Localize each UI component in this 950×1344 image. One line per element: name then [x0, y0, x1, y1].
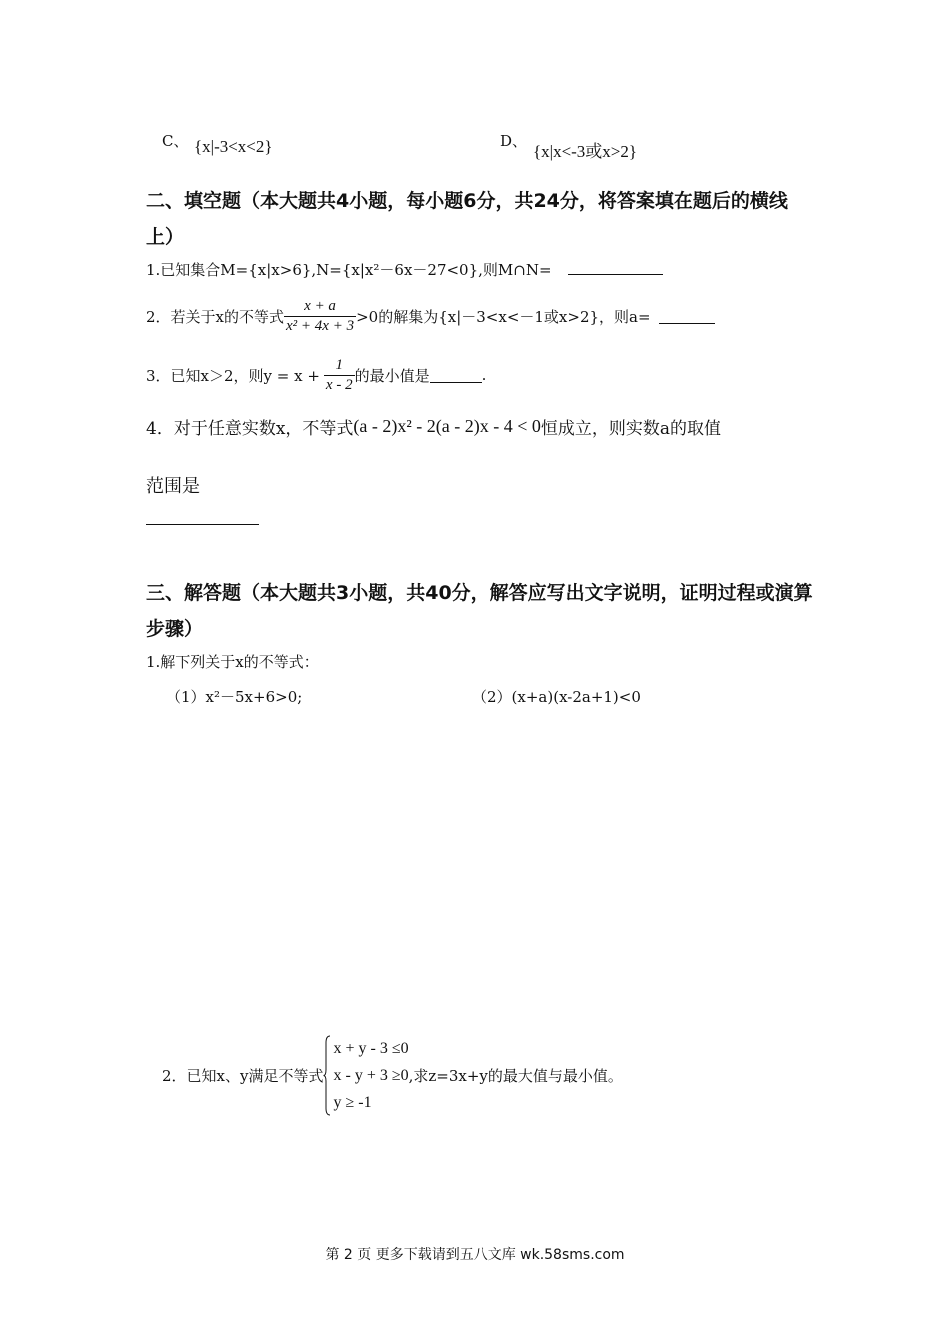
inequality-2: x - y + 3 ≥0 — [333, 1066, 409, 1084]
fill-question-1-text: 1.已知集合M={x|x>6},N={x|x²－6x－27<0},则M∩N= — [146, 261, 552, 279]
fill-question-3-suffix: 的最小值是 — [354, 366, 430, 385]
answer-blank-3[interactable] — [430, 382, 482, 383]
solve-question-1-part-1: （1）x²－5x+6>0; — [166, 688, 303, 706]
fill-question-3-prefix: 3．已知x＞2，则y = x + — [146, 366, 320, 385]
inequality-1: x + y - 3 ≤0 — [333, 1039, 409, 1057]
option-d-expression: {x|x<-3或x>2} — [533, 142, 638, 161]
answer-blank-2[interactable] — [659, 323, 715, 324]
answer-blank-1[interactable] — [568, 274, 663, 275]
inequality-system — [323, 1035, 408, 1116]
fill-question-3-fraction — [324, 357, 355, 394]
page-footer: 第 2 页 更多下载请到五八文库 wk.58sms.com — [325, 1247, 625, 1263]
solve-question-1: 1.解下列关于x的不等式： — [146, 653, 319, 671]
option-c-expression: {x|-3<x<2} — [194, 137, 273, 156]
fill-question-1 — [146, 259, 663, 280]
fill-question-2-prefix: 2．若关于x的不等式 — [146, 307, 285, 326]
solve-question-2-suffix: ,求z=3x+y的最大值与最小值。 — [408, 1066, 623, 1085]
fill-question-4 — [146, 414, 721, 439]
fill-question-4-prefix: 4．对于任意实数x，不等式 — [146, 419, 354, 439]
fill-question-3 — [146, 351, 486, 399]
inequality-3: y ≥ -1 — [333, 1093, 372, 1111]
fill-question-4-cont: 范围是 — [146, 476, 200, 497]
fraction-numerator: x + a — [284, 298, 356, 317]
solve-question-2 — [162, 1033, 623, 1117]
fill-question-4-suffix: 恒成立，则实数a的取值 — [540, 419, 722, 439]
section3-heading: 三、解答题（本大题共3小题，共40分，解答应写出文字说明，证明过程或演算 — [146, 582, 813, 604]
option-c-label: C、 — [162, 132, 189, 150]
left-brace-icon — [323, 1035, 331, 1116]
fill-question-3-end: . — [481, 366, 487, 384]
fill-question-2-suffix: >0的解集为{x|－3<x<－1或x>2}，则a= — [356, 307, 651, 326]
fraction-denominator: x - 2 — [325, 376, 353, 393]
fill-question-2 — [146, 291, 715, 341]
solve-question-1-part-2: （2）(x+a)(x-2a+1)<0 — [472, 688, 641, 706]
fraction-denominator: x² + 4x + 3 — [286, 317, 355, 334]
section3-heading-cont: 步骤） — [146, 618, 204, 640]
answer-blank-4[interactable] — [146, 524, 259, 525]
fraction-numerator: 1 — [324, 357, 355, 376]
fill-question-2-fraction — [284, 298, 356, 335]
solve-question-2-prefix: 2．已知x、y满足不等式 — [162, 1066, 324, 1085]
fill-question-4-expression: (a - 2)x² - 2(a - 2)x - 4 < 0 — [353, 416, 541, 436]
section2-heading: 二、填空题（本大题共4小题，每小题6分，共24分，将答案填在题后的横线 — [146, 190, 788, 212]
option-d-label: D、 — [500, 132, 528, 150]
section2-heading-cont: 上） — [146, 226, 185, 248]
